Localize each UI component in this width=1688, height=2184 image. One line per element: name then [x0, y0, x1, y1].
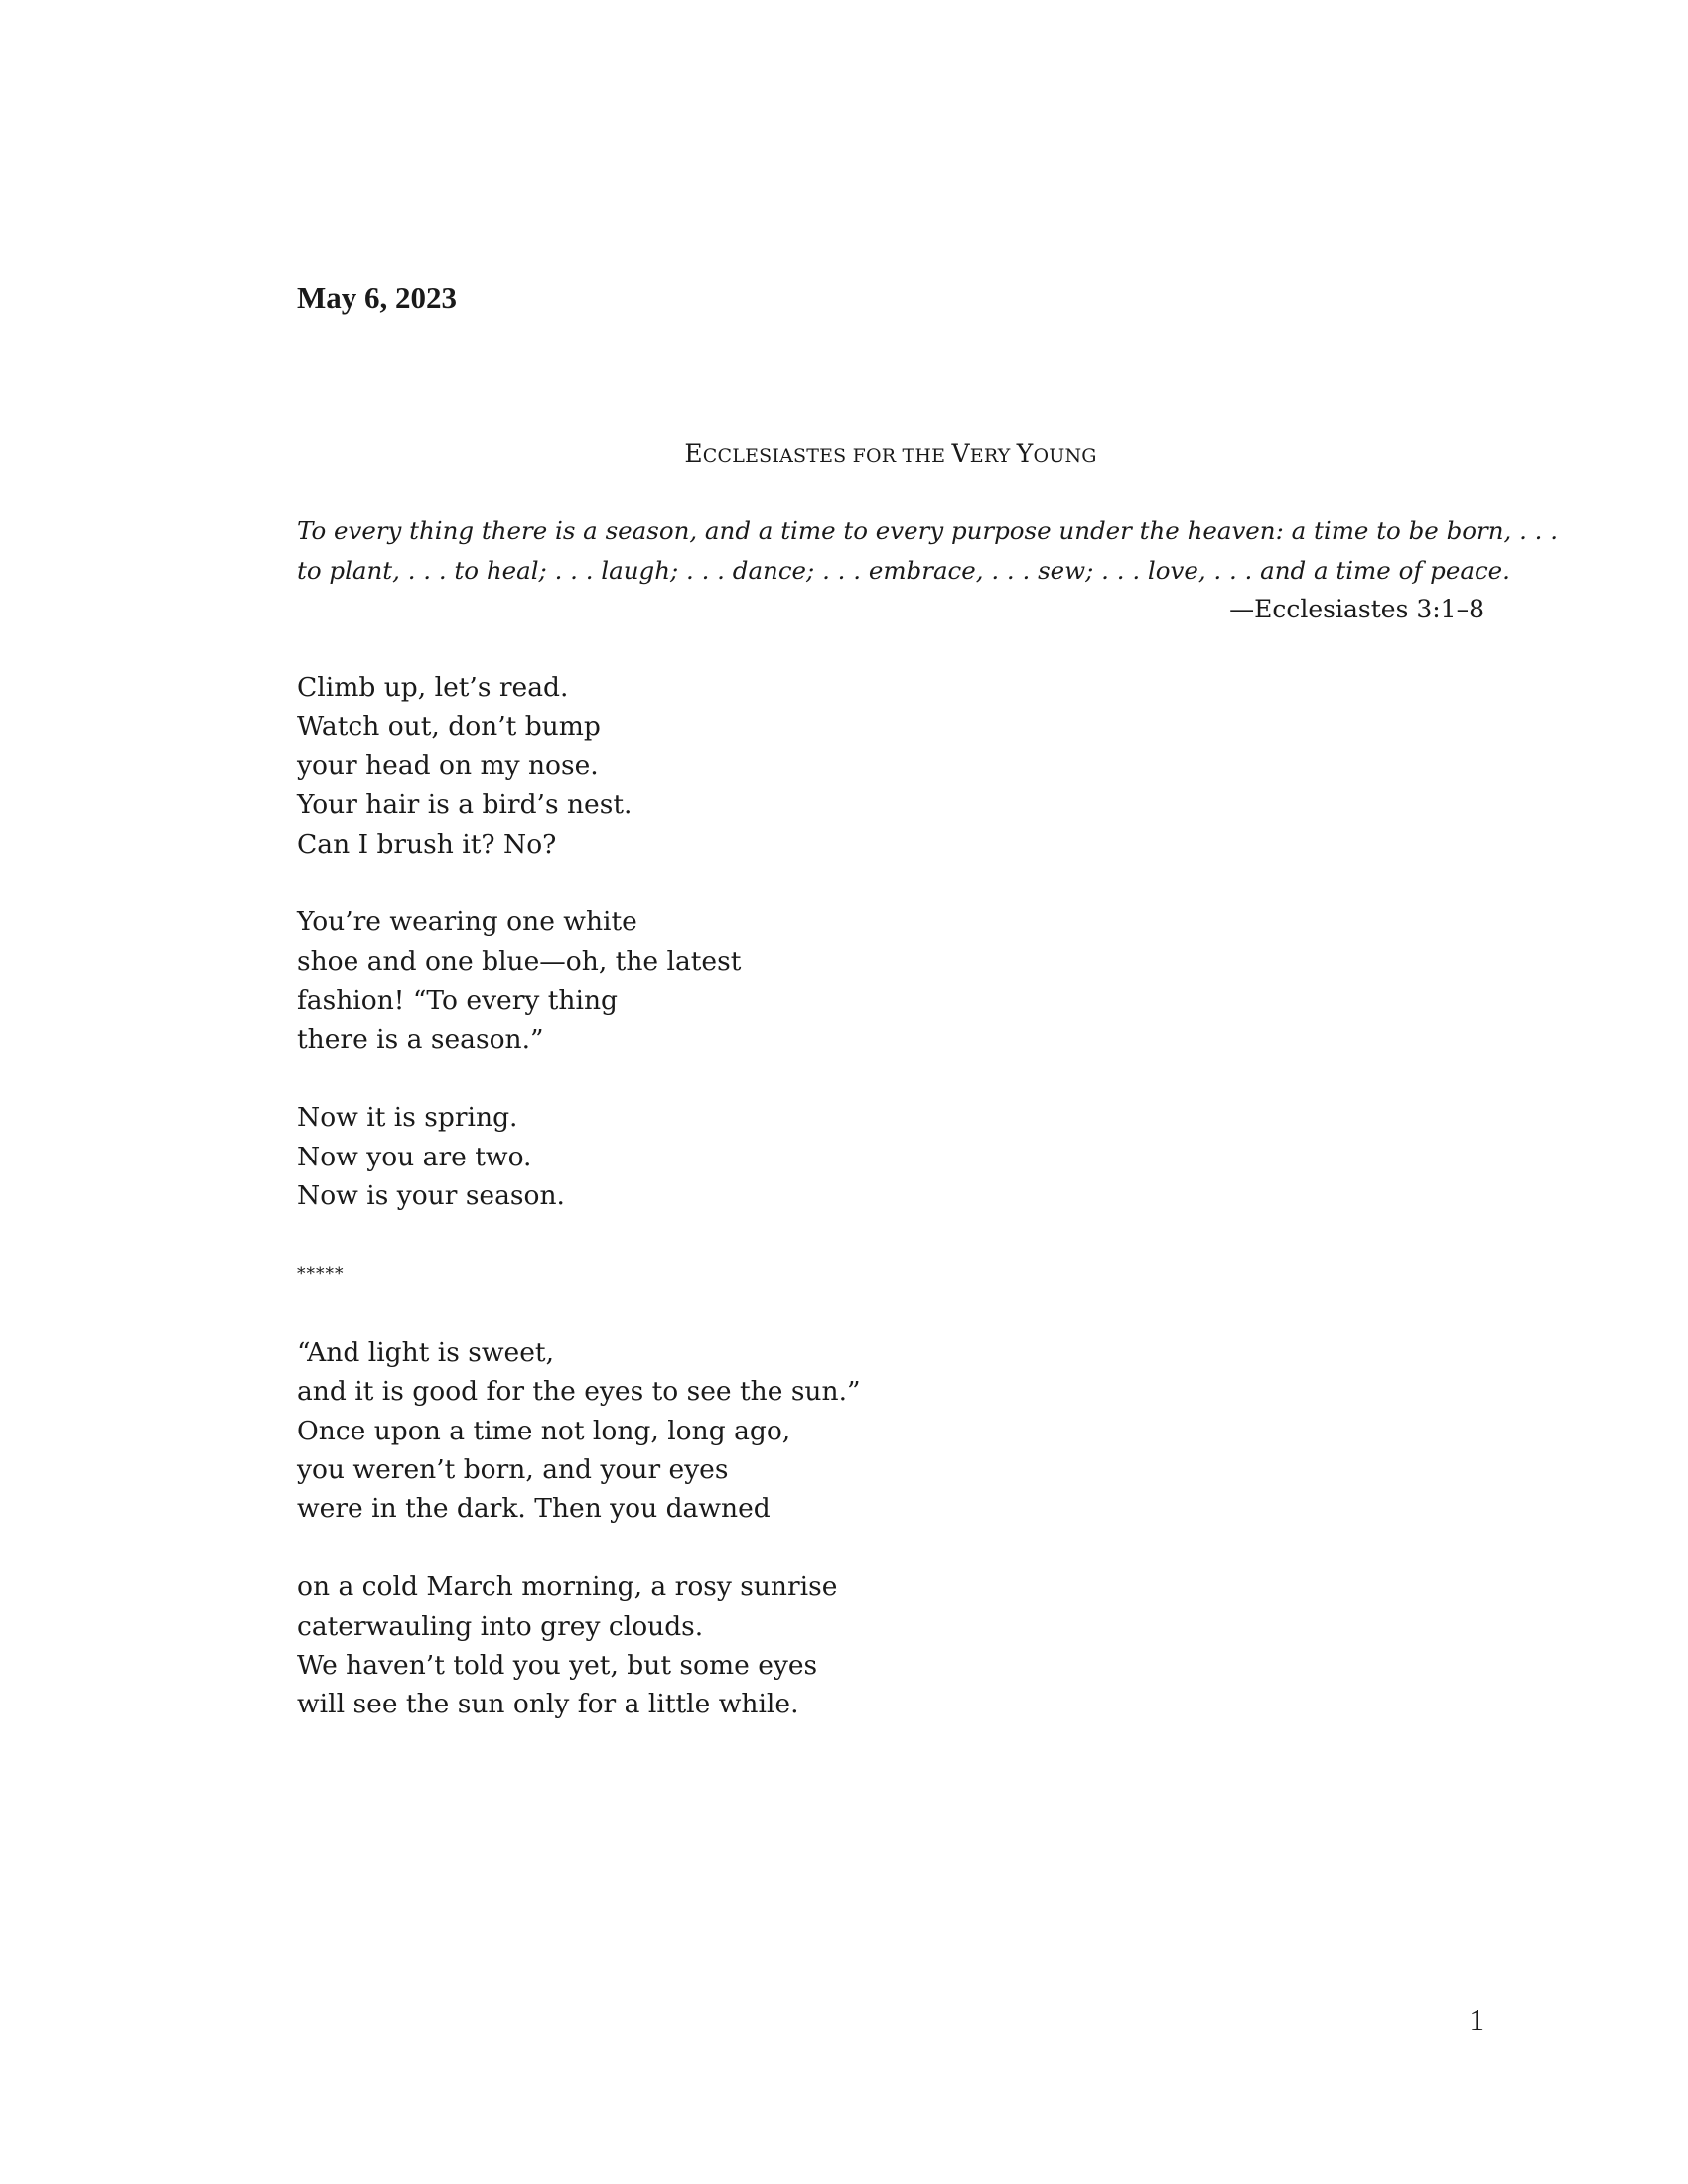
epigraph-line: To every thing there is a season, and a time to every purpose under the heaven: a time to be born, . . .: [297, 516, 1559, 545]
poem-title: [297, 437, 1484, 473]
epigraph-line: to plant, . . . to heal; . . . laugh; . . . dance; . . . embrace, . . . sew; . . . love, . . . and a time of peace.: [297, 555, 1510, 585]
stanza-4: [297, 1333, 1290, 1529]
poem-line: there is a season.”: [297, 1024, 544, 1055]
poem-line: your head on my nose.: [297, 750, 599, 781]
stanza-5: [297, 1568, 1290, 1724]
stanza-2: [297, 902, 1290, 1059]
date-heading: May 6, 2023: [297, 280, 458, 315]
title-cap-y: Y: [1016, 439, 1034, 468]
poem-line: We haven’t told you yet, but some eyes: [297, 1650, 818, 1682]
poem-line: caterwauling into grey clouds.: [297, 1610, 704, 1642]
epigraph: [297, 511, 1559, 590]
page-number: 1: [1469, 2002, 1484, 2037]
title-cap-v: V: [951, 439, 970, 468]
poem-line: you weren’t born, and your eyes: [297, 1454, 729, 1486]
stanza-1: [297, 668, 1290, 864]
epigraph-attribution: —Ecclesiastes 3:1–8: [1229, 595, 1484, 623]
poem-line: Now you are two.: [297, 1141, 532, 1172]
title-small-caps-3: OUNG: [1033, 445, 1097, 467]
poem-line: Once upon a time not long, long ago,: [297, 1415, 791, 1446]
stanza-3: [297, 1098, 1290, 1215]
poem-line: You’re wearing one white: [297, 906, 637, 938]
poem-line: Your hair is a bird’s nest.: [297, 789, 633, 821]
title-small-caps-2: ERY: [969, 445, 1017, 467]
poem-line: “And light is sweet,: [297, 1336, 554, 1368]
title-small-caps-1: CCLESIASTES FOR THE: [702, 445, 952, 467]
poem-line: Can I brush it? No?: [297, 828, 557, 860]
poem-line: and it is good for the eyes to see the sun.”: [297, 1376, 861, 1408]
poem-line: Now it is spring.: [297, 1102, 518, 1134]
poem-line: Now is your season.: [297, 1180, 565, 1212]
poem-line: shoe and one blue—oh, the latest: [297, 945, 742, 977]
section-separator: *****: [297, 1264, 345, 1285]
poem-line: fashion! “To every thing: [297, 985, 619, 1017]
poem-line: Climb up, let’s read.: [297, 672, 569, 703]
poem-body: [297, 668, 1290, 1763]
poem-line: will see the sun only for a little while.: [297, 1689, 799, 1720]
title-cap-e: E: [684, 439, 703, 468]
poem-line: were in the dark. Then you dawned: [297, 1493, 771, 1525]
poem-line: on a cold March morning, a rosy sunrise: [297, 1571, 838, 1603]
poem-line: Watch out, don’t bump: [297, 711, 601, 743]
